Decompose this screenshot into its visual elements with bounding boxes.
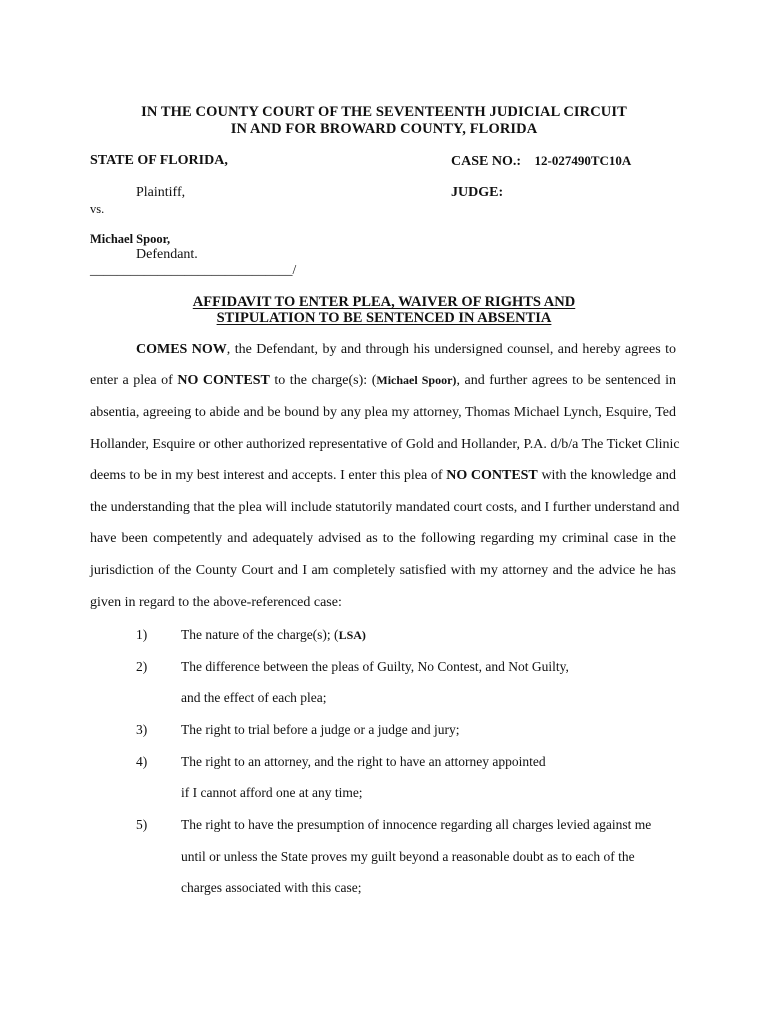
court-header-line2: IN AND FOR BROWARD COUNTY, FLORIDA [230, 121, 538, 137]
body-line-2-text-c: , and further agrees to be sentenced in [456, 373, 676, 388]
document-title-line1: AFFIDAVIT TO ENTER PLEA, WAIVER OF RIGHTS AND [192, 294, 576, 310]
list-item-continuation: if I cannot afford one at any time; [181, 785, 363, 800]
list-item-number: 2) [136, 659, 148, 674]
charge-code: LSA) [338, 628, 366, 642]
comes-now-text: COMES NOW [136, 342, 227, 357]
body-line-4: Hollander, Esquire or other authorized representative of Gold and Hollander, P.A. d/b/a The Ticket Clinic [90, 437, 680, 452]
caption-signature-line: ______________________________/ [90, 262, 297, 277]
plaintiff-label: Plaintiff, [136, 185, 186, 200]
body-line-7: have been competently and adequately advised as to the following regarding my criminal case in the [90, 531, 676, 546]
body-line-9: given in regard to the above-referenced case: [90, 595, 342, 610]
body-line-2 [90, 373, 676, 389]
no-contest-text-1: NO CONTEST [177, 373, 270, 388]
list-item: The right to have the presumption of innocence regarding all charges levied against me [181, 817, 652, 832]
court-header-line1: IN THE COUNTY COURT OF THE SEVENTEENTH JUDICIAL CIRCUIT [141, 104, 627, 120]
list-item-number: 5) [136, 817, 148, 832]
body-line-5-text-a: deems to be in my best interest and accepts. I enter this plea of [90, 468, 443, 483]
defendant-name: Michael Spoor, [90, 232, 171, 246]
list-item: The right to trial before a judge or a judge and jury; [181, 722, 460, 737]
case-no-value: 12-027490TC10A [534, 153, 632, 168]
body-line-5-text-b: with the knowledge and [541, 468, 677, 483]
body-line-6: the understanding that the plea will include statutorily mandated court costs, and I further understand and [90, 500, 680, 515]
versus-label: vs. [90, 202, 105, 216]
body-line-1 [136, 342, 676, 358]
list-item-continuation: until or unless the State proves my guilt beyond a reasonable doubt as to each of the [181, 849, 635, 864]
list-item [181, 627, 366, 643]
list-item-continuation: charges associated with this case; [181, 880, 362, 895]
list-item-continuation: and the effect of each plea; [181, 690, 327, 705]
body-line-1-text: , the Defendant, by and through his undersigned counsel, and hereby agrees to [226, 342, 676, 357]
list-item-number: 4) [136, 754, 148, 769]
body-line-8: jurisdiction of the County Court and I am completely satisfied with my attorney and the advice he has [90, 563, 676, 578]
list-item-number: 1) [136, 627, 148, 642]
body-line-5 [90, 468, 676, 484]
list-item: The difference between the pleas of Guilty, No Contest, and Not Guilty, [181, 659, 569, 674]
body-line-3: absentia, agreeing to abide and be bound by any plea my attorney, Thomas Michael Lynch, Esquire, Ted [90, 405, 676, 420]
no-contest-text-2: NO CONTEST [446, 468, 538, 483]
list-item-text: The nature of the charge(s); ( [181, 627, 339, 642]
judge-label: JUDGE: [451, 185, 504, 200]
document-title-line2: STIPULATION TO BE SENTENCED IN ABSENTIA [216, 310, 552, 326]
case-no-label: CASE NO.: [451, 154, 522, 169]
list-item-number: 3) [136, 722, 148, 737]
list-item: The right to an attorney, and the right to have an attorney appointed [181, 754, 546, 769]
body-line-2-text-a: enter a plea of [90, 373, 173, 388]
case-number [451, 153, 631, 170]
defendant-label: Defendant. [136, 247, 198, 262]
body-line-2-text-b: to the charge(s): ( [274, 373, 377, 388]
state-label: STATE OF FLORIDA, [90, 153, 228, 168]
defendant-name-inline: Michael Spoor) [376, 373, 457, 387]
